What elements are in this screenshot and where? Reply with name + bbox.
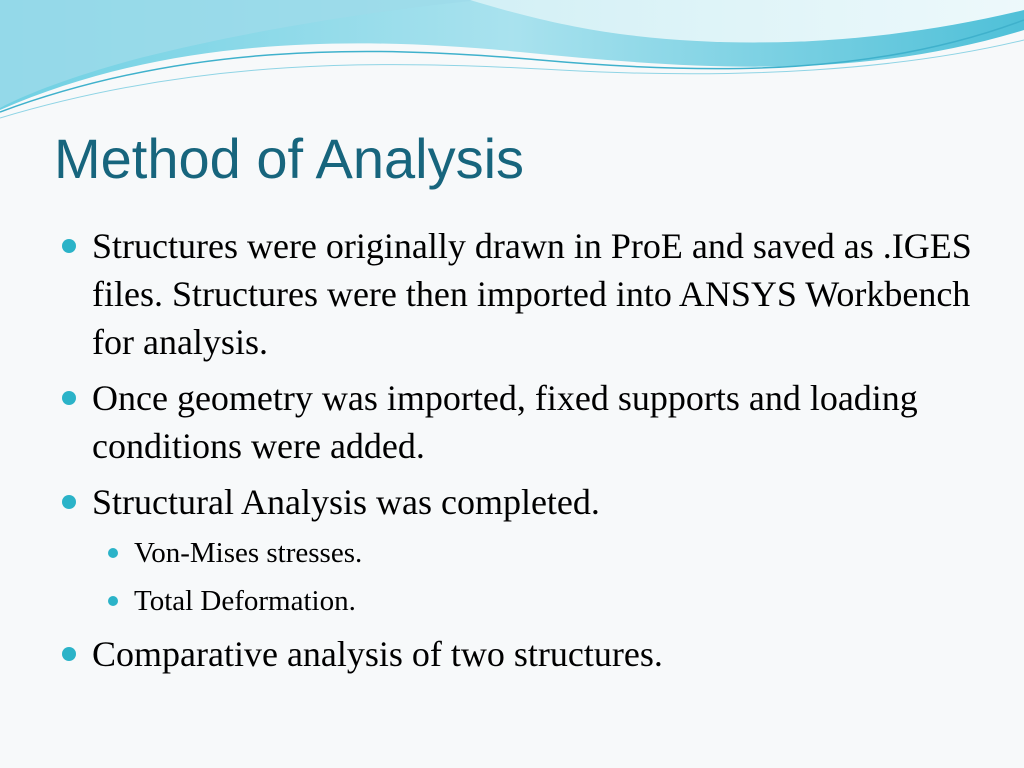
header-wave-decoration (0, 0, 1024, 130)
sub-list-item-text: Von-Mises stresses. (134, 537, 363, 569)
list-item (62, 222, 982, 366)
bullet-icon (108, 548, 118, 558)
bullet-icon (108, 596, 118, 606)
sub-list-item-text: Total Deformation. (134, 585, 356, 617)
bullet-icon (62, 391, 76, 405)
list-item-text: Once geometry was imported, fixed supports and loading conditions were added. (92, 378, 918, 466)
bullet-list (62, 222, 982, 686)
slide-title: Method of Analysis (54, 127, 525, 190)
list-item-text: Comparative analysis of two structures. (92, 634, 663, 674)
list-item-text: Structural Analysis was completed. (92, 482, 600, 522)
bullet-icon (62, 239, 76, 253)
list-item (62, 374, 982, 470)
bullet-icon (62, 647, 76, 661)
list-item (62, 630, 982, 678)
list-item (62, 478, 982, 526)
sub-list-item (104, 534, 982, 572)
list-item-text: Structures were originally drawn in ProE and saved as .IGES files. Structures were then imported into ANSYS Workbench for analysis. (92, 226, 972, 362)
bullet-icon (62, 495, 76, 509)
sub-list-item (104, 582, 982, 620)
